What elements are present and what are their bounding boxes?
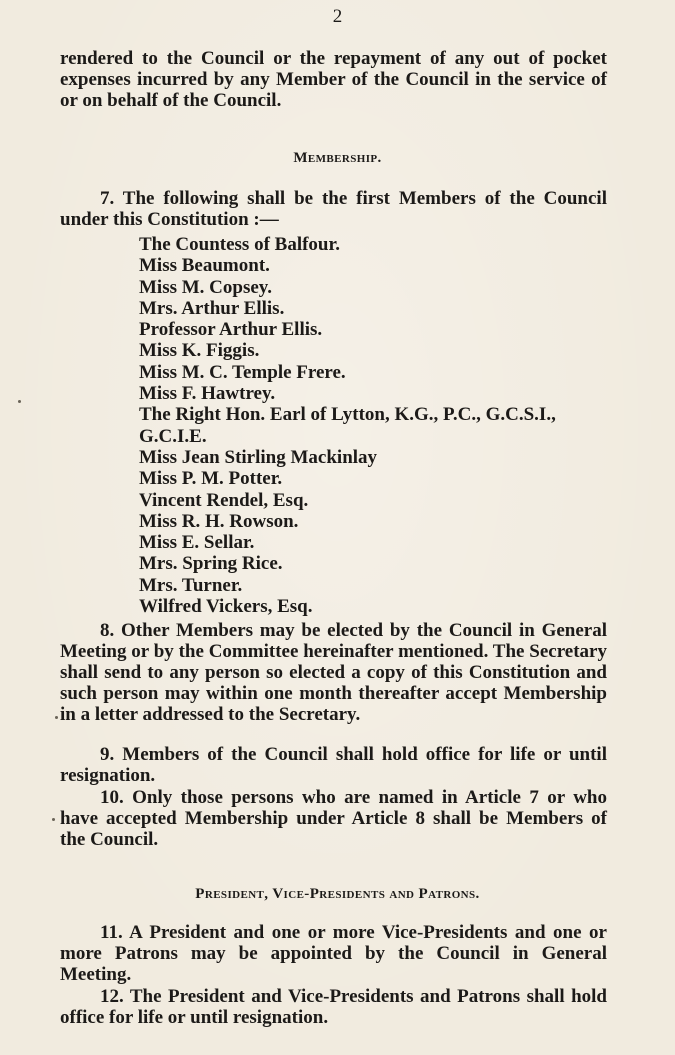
member-item: Miss Beaumont. [139,255,270,277]
member-item-continuation: G.C.I.E. [139,425,207,447]
article-7: 7. The following shall be the first Members of the Council under this Constitution :— [60,188,607,230]
officers-heading: President, Vice-Presidents and Patrons. [195,886,480,902]
member-item: Wilfred Vickers, Esq. [139,596,313,618]
member-item: Miss E. Sellar. [139,532,255,554]
member-item: Miss P. M. Potter. [139,468,283,490]
member-item: The Right Hon. Earl of Lytton, K.G., P.C., G.C.S.I., [139,404,556,426]
membership-heading: Membership. [293,150,382,166]
member-item: Mrs. Turner. [139,574,243,596]
continuation-paragraph: rendered to the Council or the repayment of any out of pocket expenses incurred by any Member of the Council in the service of or on behalf of the Council. [60,48,607,111]
member-item: Mrs. Arthur Ellis. [139,297,285,319]
article-11: 11. A President and one or more Vice-Presidents and one or more Patrons may be appointed by the Council in General Meeting. [60,922,607,985]
member-item: Miss M. C. Temple Frere. [139,361,346,383]
member-item: Mrs. Spring Rice. [139,553,283,575]
members-list [139,234,609,617]
member-item: Miss Jean Stirling Mackinlay [139,446,378,468]
member-item: Professor Arthur Ellis. [139,319,323,341]
member-item: The Countess of Balfour. [139,234,340,255]
member-item: Miss F. Hawtrey. [139,383,276,405]
article-10: 10. Only those persons who are named in Article 7 or who have accepted Membership under Article 8 shall be Members of the Council. [60,787,607,850]
page-number: 2 [332,6,343,27]
article-9: 9. Members of the Council shall hold office for life or until resignation. [60,744,607,786]
paper-speck [55,716,58,719]
article-8: 8. Other Members may be elected by the Council in General Meeting or by the Committee hereinafter mentioned. The Secretary shall send to any person so elected a copy of this Constitution and such person may within one month thereafter accept Membership in a letter addressed to the Secretary. [60,620,607,725]
paper-speck [52,818,55,821]
member-item: Miss R. H. Rowson. [139,510,299,532]
member-item: Miss M. Copsey. [139,276,272,298]
article-12: 12. The President and Vice-Presidents and Patrons shall hold office for life or until resignation. [60,986,607,1028]
member-item: Miss K. Figgis. [139,340,260,362]
paper-speck [18,400,21,403]
member-item: Vincent Rendel, Esq. [139,489,309,511]
